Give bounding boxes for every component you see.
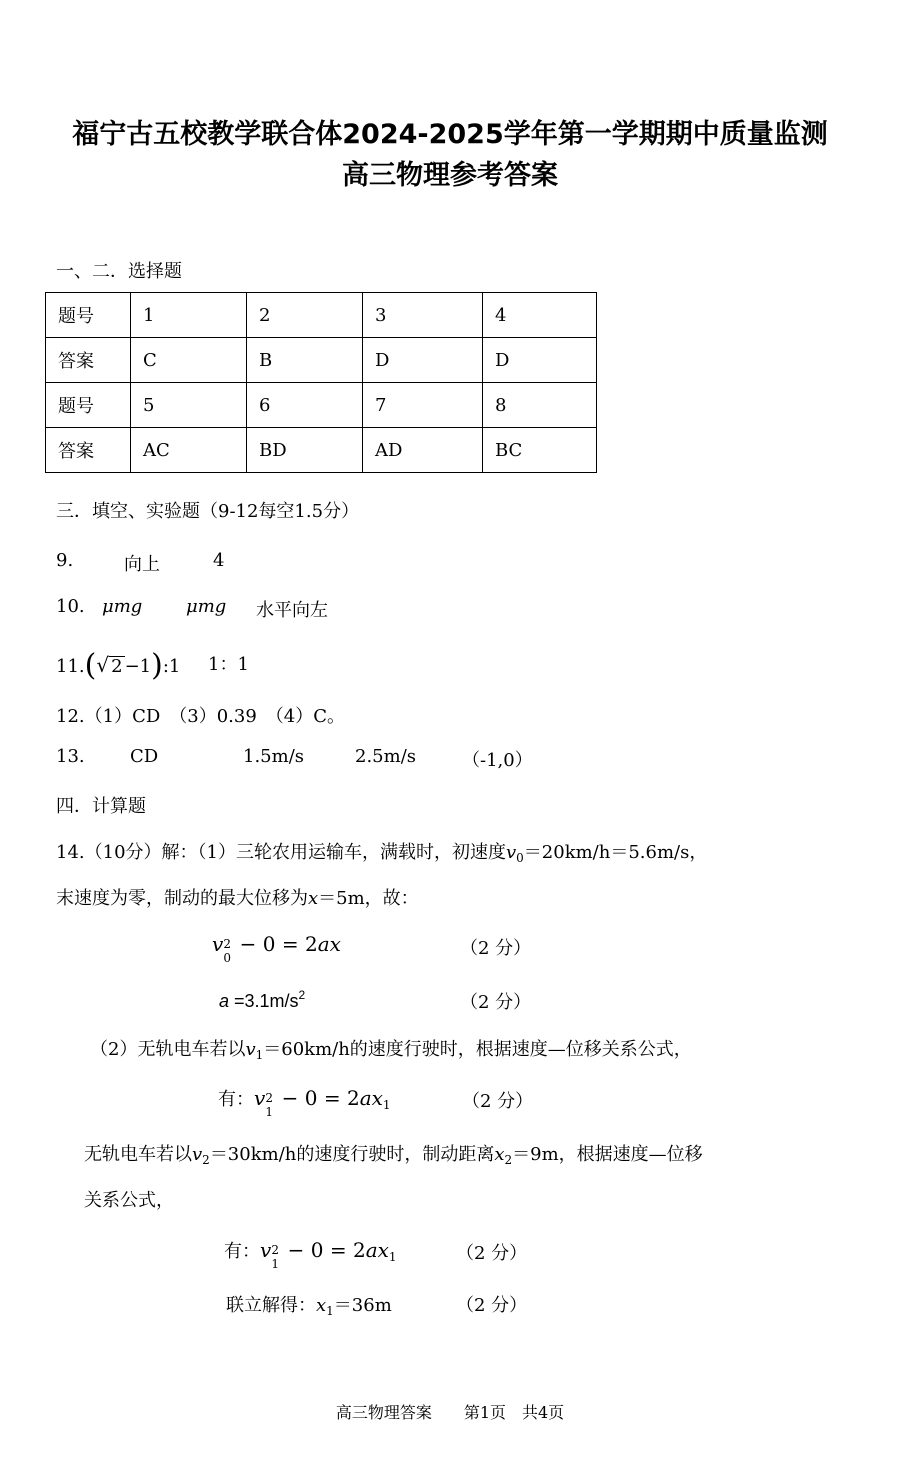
q11-sqrt: 2 — [111, 656, 123, 677]
table-cell: AC — [131, 428, 247, 473]
eq1-v: v — [212, 932, 224, 956]
table-cell: BC — [483, 428, 597, 473]
page-subtitle: 高三物理参考答案 — [342, 160, 558, 191]
eq4-pre: 有： — [224, 1241, 260, 1262]
part3-v: v — [192, 1144, 203, 1165]
section-heading-calc: 四．计算题 — [56, 796, 146, 817]
q14-solution — [226, 1291, 392, 1318]
eq4-rest: − 0 = 2 — [281, 1238, 366, 1262]
q13-number: 13. — [56, 746, 85, 767]
eq4-ax: ax — [365, 1238, 389, 1262]
table-cell: 5 — [131, 383, 247, 428]
q14-v0-sub: 0 — [516, 851, 524, 865]
sol-sub: 1 — [326, 1304, 334, 1318]
part3-text: 无轨电车若以 — [84, 1144, 192, 1165]
table-row — [46, 293, 597, 338]
part2-text: （2）无轨电车若以 — [90, 1039, 246, 1060]
q14-equation-1 — [212, 932, 341, 965]
section-heading-fill: 三．填空、实验题（9-12每空1.5分） — [56, 501, 360, 522]
table-cell: 4 — [483, 293, 597, 338]
eq4-sup: 2 — [271, 1243, 279, 1257]
answer-table — [45, 292, 597, 473]
table-cell: 题号 — [46, 293, 131, 338]
eq3-ax-sub: 1 — [382, 1098, 391, 1112]
q14-equation-4 — [224, 1237, 397, 1271]
q11-answer-2: 1：1 — [208, 654, 249, 675]
q14-part3-line2: 关系公式， — [84, 1190, 174, 1211]
q14-x: x — [308, 888, 319, 909]
q14-intro-line2 — [56, 884, 419, 910]
q13-answer-2: 1.5m/s — [243, 746, 304, 767]
eq1-sup: 2 — [223, 937, 231, 951]
q10-number: 10. — [56, 596, 85, 617]
eq2-rest: =3.1m/s — [229, 991, 299, 1011]
sol-x: x — [316, 1295, 327, 1316]
eq3-v: v — [254, 1086, 266, 1110]
part3-x-sub: 2 — [504, 1153, 513, 1167]
eq3-ax: ax — [359, 1086, 383, 1110]
table-row — [46, 383, 597, 428]
eq3-sub: 1 — [265, 1105, 273, 1119]
q13-answer-4: （-1,0） — [462, 750, 533, 771]
table-row — [46, 428, 597, 473]
q10-answer-3: 水平向左 — [256, 600, 328, 621]
q10-answer-1: μmg — [102, 596, 143, 617]
part3-text-c: ＝9m，根据速度—位移 — [512, 1144, 703, 1165]
q14-equation-3 — [218, 1085, 391, 1119]
part2-text-b: ＝60km/h的速度行驶时，根据速度—位移关系公式， — [263, 1039, 692, 1060]
q14-score-3: （2 分） — [462, 1091, 534, 1112]
part3-x: x — [494, 1144, 505, 1165]
q9-number: 9. — [56, 550, 74, 571]
q9-answer-1: 向上 — [124, 554, 160, 575]
table-cell: B — [247, 338, 363, 383]
eq1-ax: ax — [317, 932, 341, 956]
eq4-sub: 1 — [271, 1257, 279, 1271]
table-cell: BD — [247, 428, 363, 473]
q14-score-1: （2 分） — [460, 938, 532, 959]
sol-pre: 联立解得： — [226, 1295, 316, 1316]
q12-line: 12.（1）CD （3）0.39 （4）C。 — [56, 706, 346, 727]
eq1-sub: 0 — [223, 951, 231, 965]
eq2-sup: 2 — [298, 988, 306, 1002]
eq3-pre: 有： — [218, 1089, 254, 1110]
eq3-rest: − 0 = 2 — [275, 1086, 360, 1110]
q14-part2-line — [90, 1035, 692, 1062]
q10-answer-2: μmg — [186, 596, 227, 617]
part3-sub: 2 — [202, 1153, 210, 1167]
q14-intro-text-b: ＝20km/h＝5.6m/s， — [523, 842, 708, 863]
q14-score-2: （2 分） — [460, 992, 532, 1013]
eq4-v: v — [260, 1238, 272, 1262]
sol-rest: ＝36m — [333, 1295, 392, 1316]
q14-v0: v — [505, 842, 517, 863]
q14-intro-text: 14.（10分）解：（1）三轮农用运输车，满载时，初速度 — [56, 842, 506, 863]
table-cell: 答案 — [46, 428, 131, 473]
table-cell: AD — [363, 428, 483, 473]
table-cell: D — [363, 338, 483, 383]
q13-answer-3: 2.5m/s — [355, 746, 416, 767]
table-cell: 题号 — [46, 383, 131, 428]
q11-ratio-end: :1 — [162, 656, 181, 677]
eq2-a: a — [219, 991, 230, 1011]
table-row — [46, 338, 597, 383]
eq4-ax-sub: 1 — [388, 1250, 397, 1264]
part2-sub: 1 — [255, 1048, 264, 1062]
part3-text-b: ＝30km/h的速度行驶时，制动距离 — [209, 1144, 495, 1165]
q14-score-4: （2 分） — [456, 1243, 528, 1264]
q11-line: 11.(√ 2 −1):1 — [56, 648, 181, 683]
q14-intro2-text: 末速度为零，制动的最大位移为 — [56, 888, 308, 909]
table-cell: 8 — [483, 383, 597, 428]
table-cell: 2 — [247, 293, 363, 338]
section-heading-choice: 一、二．选择题 — [56, 261, 182, 282]
eq3-sup: 2 — [265, 1091, 273, 1105]
table-cell: 1 — [131, 293, 247, 338]
table-cell: 3 — [363, 293, 483, 338]
page-title: 福宁古五校教学联合体2024-2025学年第一学期期中质量监测 — [72, 119, 828, 150]
table-cell: C — [131, 338, 247, 383]
table-cell: D — [483, 338, 597, 383]
q9-answer-2: 4 — [213, 550, 225, 571]
q13-answer-1: CD — [130, 746, 159, 767]
eq1-rest: − 0 = 2 — [233, 932, 318, 956]
table-cell: 6 — [247, 383, 363, 428]
q11-minus: −1 — [124, 656, 152, 677]
q11-number: 11. — [56, 656, 85, 677]
table-cell: 7 — [363, 383, 483, 428]
page-footer: 高三物理答案 第1页 共4页 — [335, 1403, 565, 1422]
q14-part3-line1 — [84, 1140, 703, 1167]
q14-score-5: （2 分） — [456, 1295, 528, 1316]
part2-v: v — [245, 1039, 256, 1060]
table-cell: 答案 — [46, 338, 131, 383]
q14-equation-2 — [219, 988, 305, 1012]
q14-intro2-text-b: ＝5m，故： — [318, 888, 419, 909]
q14-intro-line1 — [56, 838, 707, 865]
